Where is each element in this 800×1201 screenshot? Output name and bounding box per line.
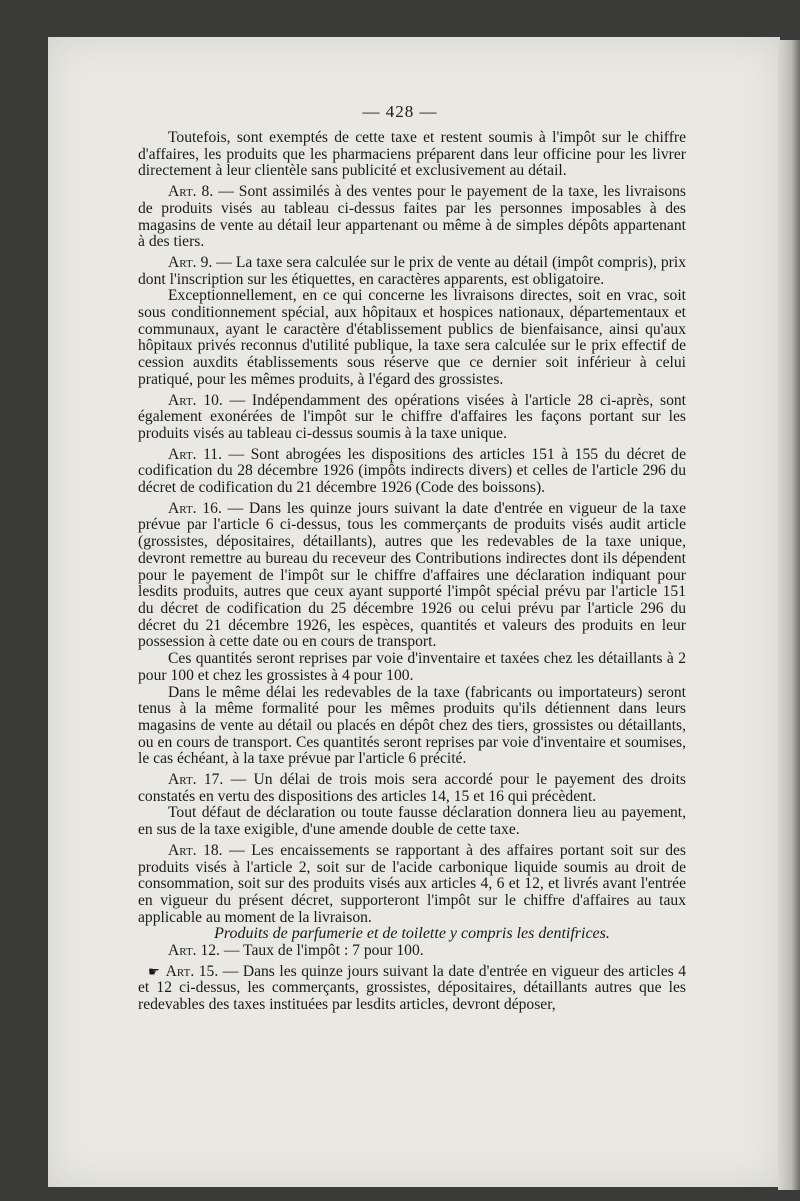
paragraph-art-12: Art. 12. — Taux de l'impôt : 7 pour 100. [168, 942, 424, 960]
paragraph: Tout défaut de déclaration ou toute fausse déclaration donnera lieu au payement, en sus de la taxe exigible, d'une amende double de cette taxe. [138, 804, 686, 839]
paragraph-art-18: Art. 18. — Les encaissements se rapportant à des affaires portant soit sur des produits visés à l'article 2, soit sur de l'acide carbonique liquide soumis au droit de consommation, soit sur des produits visés aux articles 4, 6 et 12, et livrés avant l'entrée en vigueur du présent décret, supporteront l'impôt sur le chiffre d'affaires au taux applicable au moment de la livraison. [138, 841, 686, 926]
page-edge [778, 40, 800, 1190]
paragraph: Ces quantités seront reprises par voie d'inventaire et taxées chez les détaillants à 2 pour 100 et chez les grossistes à 4 pour 100. [138, 650, 686, 684]
paragraph-art-11: Art. 11. — Sont abrogées les dispositions des articles 151 à 155 du décret de codification du 28 décembre 1926 (impôts indirects divers) et celles de l'article 296 du décret de codification du 21 décembre 1926 (Code des boissons). [138, 445, 686, 497]
paragraph-art-17: Art. 17. — Un délai de trois mois sera accordé pour le payement des droits constatés en vertu des dispositions des articles 14, 15 et 16 qui précèdent. [138, 771, 686, 805]
paragraph: Exceptionnellement, en ce qui concerne les livraisons directes, soit en vrac, soit sous conditionnement spécial, aux hôpitaux et hospices nationaux, départementaux et communaux, ayant le caractère d'établissement publics de bienfaisance, ainsi qu'aux hôpitaux privés reconnus d'utilité publique, la taxe sera calculée sur le prix effectif de cession auxdits établissements sous réserve que ce dernier soit inférieur à celui pratiqué, pour les mêmes produits, à l'égard des grossistes. [138, 287, 686, 388]
paragraph: Dans le même délai les redevables de la taxe (fabricants ou importateurs) seront tenus à la même formalité pour les mêmes produits qu'ils détiennent dans leurs magasins de vente au détail ou placés en dépôt chez des tiers, grossistes ou détaillants, ou en cours de transport. Ces quantités seront reprises par voie d'inventaire et soumises, le cas échéant, à la taxe prévue par l'article 6 précité. [138, 683, 686, 768]
document-body [138, 130, 686, 1014]
paragraph: Toutefois, sont exemptés de cette taxe et restent soumis à l'impôt sur le chiffre d'affaires, les produits que les pharmaciens préparent dans leur officine pour les livrer directement à leur clientèle sans publicité et exclusivement au détail. [138, 129, 686, 180]
paragraph-art-10: Art. 10. — Indépendamment des opérations visées à l'article 28 ci-après, sont également exonérées de l'impôt sur le chiffre d'affaires les façons portant sur les produits visés au tableau ci-dessus soumis à la taxe unique. [138, 391, 686, 442]
page-number: — 428 — [362, 102, 438, 121]
paragraph-art-15: ☛ Art. 15. — Dans les quinze jours suivant la date d'entrée en vigueur des articles 4 et 12 ci-dessus, les commerçants, grossistes, dépositaires, détaillants autres que les redevables des taxes instituées par lesdits articles, devront déposer, [138, 962, 686, 1014]
paragraph-art-9: Art. 9. — La taxe sera calculée sur le prix de vente au détail (impôt compris), prix dont l'inscription sur les étiquettes, en caractères apparents, est obligatoire. [138, 253, 687, 288]
paragraph-art-16: Art. 16. — Dans les quinze jours suivant la date d'entrée en vigueur de la taxe prévue par l'article 6 ci-dessus, tous les commerçants de produits visés audit article (grossistes, dépositaires, détaillants), autres que les redevables de la taxe unique, devront remettre au bureau du receveur des Contributions indirectes dont ils dépendent pour le payement de l'impôt sur le chiffre d'affaires une déclaration indiquant pour lesdits produits, autres que ceux ayant supporté l'impôt spécial prévu par l'article 151 du décret de codification du 25 décembre 1926 ou celui prévu par l'article 296 du décret du 21 décembre 1926, les espèces, quantités et valeurs des produits en leur possession à cette date ou en cours de transport. [138, 499, 686, 651]
section-subheading: Produits de parfumerie et de toilette y compris les dentifrices. [214, 925, 610, 943]
paragraph-art-8: Art. 8. — Sont assimilés à des ventes pour le payement de la taxe, les livraisons de produits visés au tableau ci-dessus faites par les personnes imposables à des magasins de vente au détail leur appartenant ou même à de simples dépôts appartenant à des tiers. [138, 183, 687, 251]
pointing-hand-icon: ☛ [148, 963, 160, 979]
